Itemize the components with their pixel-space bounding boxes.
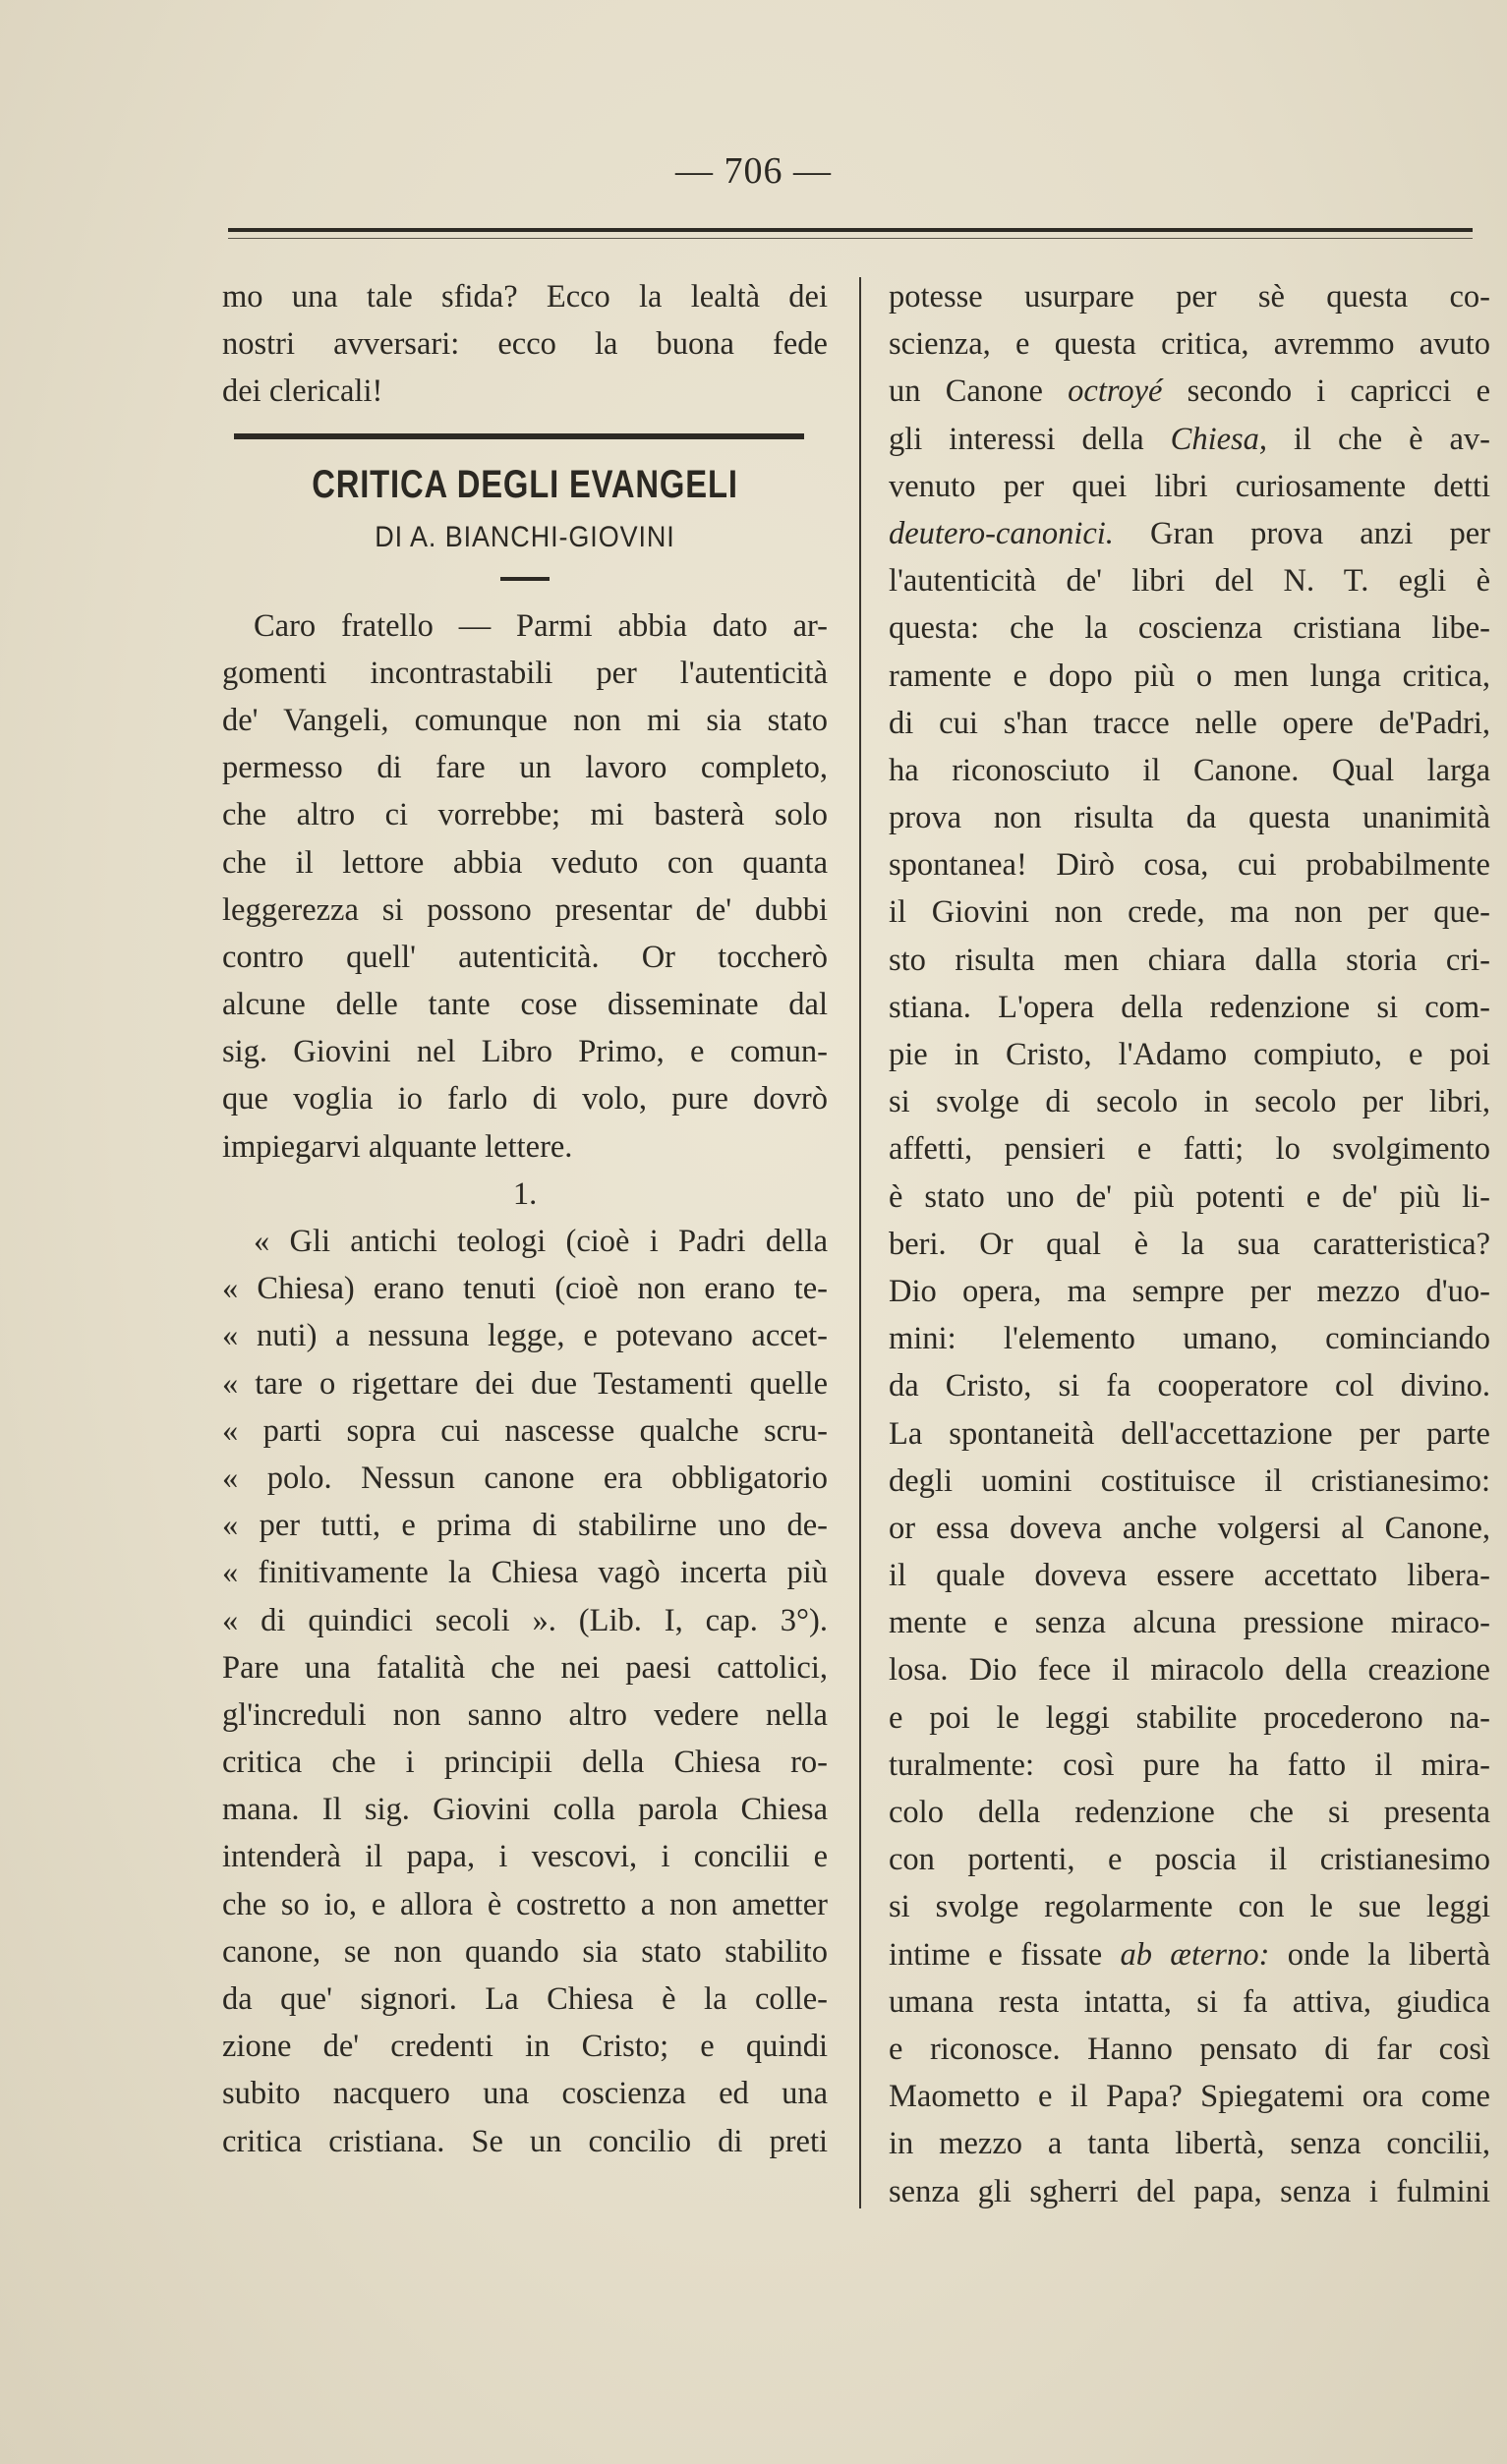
text-line: mana. Il sig. Giovini colla parola Chiesa [222,1792,828,1828]
text-line: leggerezza si possono presentar de' dubbi [222,891,828,928]
quote-line: « Gli antichi teologi (cioè i Padri della [254,1224,828,1259]
text-line: senza gli sgherri del papa, senza i fulmini [889,2173,1490,2209]
section-divider [234,433,804,439]
text-line: ramente e dopo più o men lunga critica, [889,658,1490,694]
text-line: sig. Giovini nel Libro Primo, e comun- [222,1034,828,1070]
text-line: Pare una fatalità che nei paesi cattolici, [222,1649,828,1686]
text-line: umana resta intatta, si fa attiva, giudica [889,1983,1490,2020]
block-quote [222,1218,828,1644]
text-line: questa: che la coscienza cristiana libe- [889,610,1490,647]
text-line: il Giovini non crede, ma non per que- [889,894,1490,931]
header-rule-thin [228,238,1473,239]
right-column [889,273,1490,2215]
text-line: permesso di fare un lavoro completo, [222,750,828,786]
text-line: pie in Cristo, l'Adamo compiuto, e poi [889,1037,1490,1072]
text-line: turalmente: così pure ha fatto il mira- [889,1747,1490,1783]
title-divider [500,577,550,581]
text-line: colo della redenzione che si presenta [889,1795,1490,1830]
text-line: subito nacquero una coscienza ed una [222,2076,828,2112]
left-column [222,273,828,2165]
text-line: critica cristiana. Se un concilio di preti [222,2123,828,2159]
text-line: sto risulta men chiara dalla storia cri- [889,942,1490,978]
text-line: il quale doveva essere accettato libera- [889,1558,1490,1594]
quote-line: « polo. Nessun canone era obbligatorio [222,1460,828,1496]
quote-line: « finitivamente la Chiesa vagò incerta più [222,1555,828,1591]
article-author: DI A. BIANCHI-GIOVINI [375,520,675,553]
column-divider [859,277,861,2208]
text-line: l'autenticità de' libri del N. T. egli è [889,563,1490,600]
text-line: prova non risulta da questa unanimità [889,800,1490,836]
text-line: mente e senza alcuna pressione miraco- [889,1605,1490,1641]
text-line: che il lettore abbia veduto con quanta [222,844,828,881]
text-line: nostri avversari: ecco la buona fede [222,326,828,363]
text-line: Dio opera, ma sempre per mezzo d'uo- [889,1273,1490,1309]
text-line: intime e fissate ab æterno: onde la libertà [889,1936,1490,1973]
text-line: da Cristo, si fa cooperatore col divino. [889,1368,1490,1404]
header-rule [228,228,1473,232]
text-line: La spontaneità dell'accettazione per parte [889,1415,1490,1452]
text-line: potesse usurpare per sè questa co- [889,279,1490,315]
text-line: che altro ci vorrebbe; mi basterà solo [222,797,828,833]
text-line: mo una tale sfida? Ecco la lealtà dei [222,279,828,315]
text-line: spontanea! Dirò cosa, cui probabilmente [889,847,1490,884]
text-line: e riconosce. Hanno pensato di far così [889,2031,1490,2067]
text-line: que voglia io farlo di volo, pure dovrò [222,1081,828,1117]
text-line: de' Vangeli, comunque non mi sia stato [222,702,828,738]
text-line: un Canone octroyé secondo i capricci e [889,373,1490,410]
text-line: si svolge di secolo in secolo per libri, [889,1084,1490,1120]
text-line: losa. Dio fece il miracolo della creazione [889,1652,1490,1689]
text-line: gomenti incontrastabili per l'autenticità [222,655,828,691]
text-line: impiegarvi alquante lettere. [222,1128,573,1165]
text-line: Caro fratello — Parmi abbia dato ar- [254,607,828,644]
text-line: che so io, e allora è costretto a non ametter [222,1886,828,1922]
text-line: affetti, pensieri e fatti; lo svolgimento [889,1131,1490,1168]
text-line: è stato uno de' più potenti e de' più li- [889,1178,1490,1215]
quote-line: « di quindici secoli ». (Lib. I, cap. 3°). [222,1602,828,1638]
text-line: da que' signori. La Chiesa è la colle- [222,1981,828,2017]
section-number: 1. [512,1175,538,1212]
text-line: critica che i principii della Chiesa ro- [222,1745,828,1781]
text-line: beri. Or qual è la sua caratteristica? [889,1226,1490,1262]
quote-line: « Chiesa) erano tenuti (cioè non erano te- [222,1271,828,1307]
text-line: e poi le leggi stabilite procederono na- [889,1699,1490,1736]
text-line: dei clericali! [222,373,383,410]
page-number: — 706 — [675,150,832,192]
text-line: venuto per quei libri curiosamente detti [889,468,1490,504]
text-line: ha riconosciuto il Canone. Qual larga [889,752,1490,788]
text-line: di cui s'han tracce nelle opere de'Padri, [889,705,1490,741]
quote-line: « tare o rigettare dei due Testamenti quelle [222,1365,828,1402]
text-line: contro quell' autenticità. Or toccherò [222,939,828,975]
quote-line: « parti sopra cui nascesse qualche scru- [222,1412,828,1449]
text-line: intenderà il papa, i vescovi, i concilii e [222,1839,828,1875]
text-line: Maometto e il Papa? Spiegatemi ora come [889,2079,1490,2115]
text-line: or essa doveva anche volgersi al Canone, [889,1510,1490,1546]
article-title: CRITICA DEGLI EVANGELI [312,462,738,506]
text-line: con portenti, e poscia il cristianesimo [889,1842,1490,1878]
text-line: stiana. L'opera della redenzione si com- [889,989,1490,1025]
text-line: gl'increduli non sanno altro vedere nella [222,1696,828,1733]
text-line: degli uomini costituisce il cristianesimo: [889,1462,1490,1499]
text-line: in mezzo a tanta libertà, senza concilii, [889,2126,1490,2162]
text-line: gli interessi della Chiesa, il che è av- [889,421,1490,457]
text-line: canone, se non quando sia stato stabilito [222,1933,828,1970]
text-line: mini: l'elemento umano, cominciando [889,1321,1490,1357]
text-line: si svolge regolarmente con le sue leggi [889,1889,1490,1925]
quote-line: « per tutti, e prima di stabilirne uno de- [222,1508,828,1544]
text-line: zione de' credenti in Cristo; e quindi [222,2029,828,2065]
text-line: scienza, e questa critica, avremmo avuto [889,326,1490,363]
quote-line: « nuti) a nessuna legge, e potevano accet- [222,1318,828,1354]
text-line: alcune delle tante cose disseminate dal [222,987,828,1023]
text-line: deutero-canonici. Gran prova anzi per [889,515,1490,551]
